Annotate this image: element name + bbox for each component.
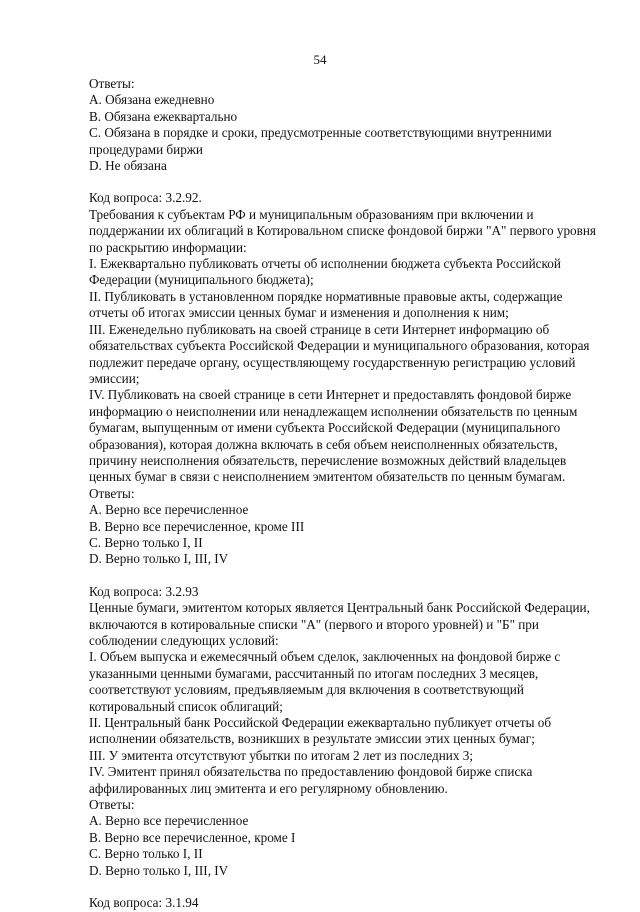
question-text-line: поддержании их облигаций в Котировальном списке фондовой биржи "А" первого уровня xyxy=(89,223,596,239)
question-code: Код вопроса: 3.1.94 xyxy=(89,895,199,911)
answer-option-d: D. Верно только I, III, IV xyxy=(89,862,229,878)
answer-option-c: C. Обязана в порядке и сроки, предусмотренные соответствующими внутренними xyxy=(89,125,552,141)
statement-line: котировальный список облигаций; xyxy=(89,698,283,714)
question-text-line: Требования к субъектам РФ и муниципальным образованиям при включении и xyxy=(89,206,534,222)
statement-line: соответствуют условиям, предъявляемым для включения в соответствующий xyxy=(89,682,524,698)
answers-heading: Ответы: xyxy=(89,485,135,501)
answer-option-d: D. Не обязана xyxy=(89,158,167,174)
statement-line: III. У эмитента отсутствуют убытки по итогам 2 лет из последних 3; xyxy=(89,747,473,763)
statement-line: II. Публиковать в установленном порядке нормативные правовые акты, содержащие xyxy=(89,288,563,304)
answer-option-a: A. Верно все перечисленное xyxy=(89,813,249,829)
statement-line: исполнении обязательств, возникших в результате эмиссии этих ценных бумаг; xyxy=(89,731,535,747)
answer-option-c-cont: процедурами биржи xyxy=(89,141,203,157)
statement-line: образования), которая должна включать в себя объем неисполненных обязательств, xyxy=(89,436,558,452)
statement-line: Федерации (муниципального бюджета); xyxy=(89,272,314,288)
page-number: 54 xyxy=(313,52,327,67)
statement-line: эмиссии; xyxy=(89,370,140,386)
statement-line: IV. Публиковать на своей странице в сети Интернет и предоставлять фондовой бирже xyxy=(89,387,572,403)
question-code: Код вопроса: 3.2.93 xyxy=(89,583,199,599)
answer-option-c: C. Верно только I, II xyxy=(89,846,203,862)
answer-option-a: A. Верно все перечисленное xyxy=(89,502,249,518)
question-code: Код вопроса: 3.2.92. xyxy=(89,190,202,206)
statement-line: I. Ежеквартально публиковать отчеты об исполнении бюджета субъекта Российской xyxy=(89,256,561,272)
question-text-line: соблюдении следующих условий: xyxy=(89,633,279,648)
statement-line: ценных бумаг в связи с неисполнением эмитентом обязательств по ценным бумагам. xyxy=(89,469,566,485)
statement-line: III. Еженедельно публиковать на своей странице в сети Интернет информацию об xyxy=(89,321,550,337)
question-block-3-2-92 xyxy=(89,190,596,567)
question-text-line: включаются в котировальные списки "А" (первого и второго уровней) и "Б" при xyxy=(89,616,539,632)
answers-heading: Ответы: xyxy=(89,76,135,91)
statement-line: II. Центральный банк Российской Федерации ежеквартально публикует отчеты об xyxy=(89,715,552,731)
statement-line: I. Объем выпуска и ежемесячный объем сделок, заключенных на фондовой бирже с xyxy=(89,649,561,665)
question-block-3-1-94 xyxy=(89,895,589,911)
statement-line: обязательствах субъекта Российской Федерации и муниципального образования, которая xyxy=(89,338,590,354)
statement-line: причину неисполнения обязательств, перечисление возможных действий владельцев xyxy=(89,452,567,468)
statement-line: бумагам, выпущенным от имени субъекта Российской Федерации (муниципального xyxy=(89,420,561,436)
answers-heading: Ответы: xyxy=(89,797,135,813)
question-block-3-2-93 xyxy=(89,584,589,879)
page-content xyxy=(89,76,596,912)
answer-option-b: B. Верно все перечисленное, кроме I xyxy=(89,829,296,845)
answer-option-d: D. Верно только I, III, IV xyxy=(89,551,229,567)
answer-option-b: B. Обязана ежеквартально xyxy=(89,108,238,124)
answer-option-c: C. Верно только I, II xyxy=(89,534,203,550)
answer-option-a: A. Обязана ежедневно xyxy=(89,92,215,108)
question-text-line: Ценные бумаги, эмитентом которых является Центральный банк Российской Федерации, xyxy=(89,600,590,616)
statement-line: информацию о неисполнении или ненадлежащем исполнении обязательств по ценным xyxy=(89,403,578,419)
answer-option-b: B. Верно все перечисленное, кроме III xyxy=(89,518,305,534)
statement-line: подлежит передаче органу, осуществляющему государственную регистрацию условий xyxy=(89,354,576,370)
statement-line: указанными ценными бумагами, рассчитанный по итогам последних 3 месяцев, xyxy=(89,665,539,681)
statement-line: отчеты об итогах эмиссии ценных бумаг и изменения и дополнения к ним; xyxy=(89,305,509,321)
answers-block-previous xyxy=(89,76,589,174)
question-text-line: по раскрытию информации: xyxy=(89,239,247,255)
statement-line: аффилированных лиц эмитента и его регулярному обновлению. xyxy=(89,780,448,796)
statement-line: IV. Эмитент принял обязательства по предоставлению фондовой бирже списка xyxy=(89,764,533,780)
